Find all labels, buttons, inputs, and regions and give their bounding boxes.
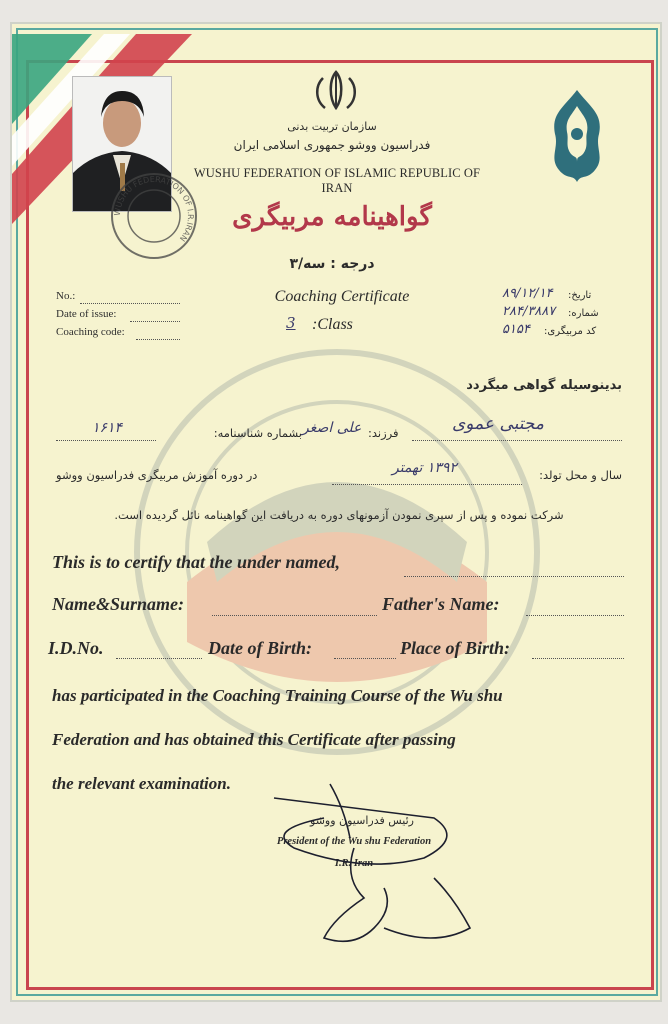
president-signature — [234, 778, 474, 958]
iran-label-en: I.R. Iran — [334, 858, 374, 869]
president-title-fa: رئیس فدراسیون ووشو — [310, 814, 414, 827]
pob-dots — [532, 658, 624, 659]
class-number: 3 — [286, 314, 296, 332]
wushu-federation-emblem-icon — [545, 88, 609, 184]
no-label: No.: — [56, 290, 76, 302]
certificate-sheet — [10, 22, 662, 1002]
date-label-fa: تاریخ: — [568, 290, 592, 301]
degree-fa: درجه : سه/۳ — [289, 256, 375, 272]
name-dots — [412, 440, 622, 441]
date-of-issue-label: Date of issue: — [56, 308, 117, 320]
id-label-fa: بشماره شناسنامه: — [213, 426, 302, 440]
id-dots — [56, 440, 156, 441]
certify-line: This is to certify that the under named, — [52, 552, 341, 572]
federation-name-fa: فدراسیون ووشو جمهوری اسلامی ایران — [233, 138, 431, 152]
org-name-fa: سازمان تربیت بدنی — [287, 120, 377, 133]
completion-text-fa: شرکت نموده و پس از سپری نمودن آزمونهای دوره به دریافت این گواهینامه نائل گردیده است. — [114, 508, 564, 522]
father-handwritten: علی اصغر — [302, 420, 362, 436]
id-no-dots — [116, 658, 202, 659]
child-of-label: فرزند: — [368, 426, 399, 440]
birth-label-fa: سال و محل تولد: — [539, 468, 622, 482]
certify-dots — [404, 576, 624, 577]
coaching-code-label-fa: کد مربیگری: — [544, 326, 597, 337]
birth-dots — [332, 484, 522, 485]
coaching-certificate-title: Coaching Certificate — [274, 288, 410, 305]
id-no-label: I.D.No. — [48, 638, 104, 658]
english-para-2: Federation and has obtained this Certificate after passing — [52, 730, 456, 749]
iran-emblem-icon — [309, 68, 363, 112]
english-para-1: has participated in the Coaching Training Course of the Wu shu — [52, 686, 503, 705]
date-of-issue-dots — [130, 321, 180, 322]
persian-intro: بدینوسیله گواهی میگردد — [466, 378, 622, 393]
number-value-fa: ۲۸۴/۳۸۸۷ — [502, 304, 556, 319]
coaching-code-label: Coaching code: — [56, 326, 125, 338]
name-surname-dots — [212, 615, 377, 616]
father-name-label: Father's Name: — [382, 594, 500, 614]
pob-label: Place of Birth: — [400, 638, 510, 658]
name-handwritten: مجتبی عموی — [452, 414, 544, 434]
date-value-fa: ۸۹/۱۲/۱۴ — [502, 286, 553, 301]
id-handwritten: ۱۶۱۴ — [92, 420, 123, 436]
coaching-code-value-fa: ۵۱۵۴ — [502, 322, 530, 337]
birth-handwritten: ۱۳۹۲ تهمتر — [392, 460, 457, 476]
course-text-fa: در دوره آموزش مربیگری فدراسیون ووشو — [56, 468, 258, 482]
english-para-3: the relevant examination. — [52, 774, 231, 793]
stamp-text: WUSHU FEDERATION OF I.R.IRAN — [112, 174, 196, 244]
class-label: :Class — [312, 316, 353, 333]
federation-name-en: WUSHU FEDERATION OF ISLAMIC REPUBLIC OF IRAN — [193, 166, 481, 195]
certificate-title-fa: گواهینامه مربیگری — [232, 202, 432, 232]
no-dots — [80, 303, 180, 304]
coaching-code-dots — [136, 339, 180, 340]
number-label-fa: شماره: — [568, 308, 599, 319]
dob-dots — [334, 658, 396, 659]
name-surname-label: Name&Surname: — [52, 594, 185, 614]
president-title-en: President of the Wu shu Federation — [276, 836, 432, 847]
father-name-dots — [526, 615, 624, 616]
dob-label: Date of Birth: — [208, 638, 313, 658]
